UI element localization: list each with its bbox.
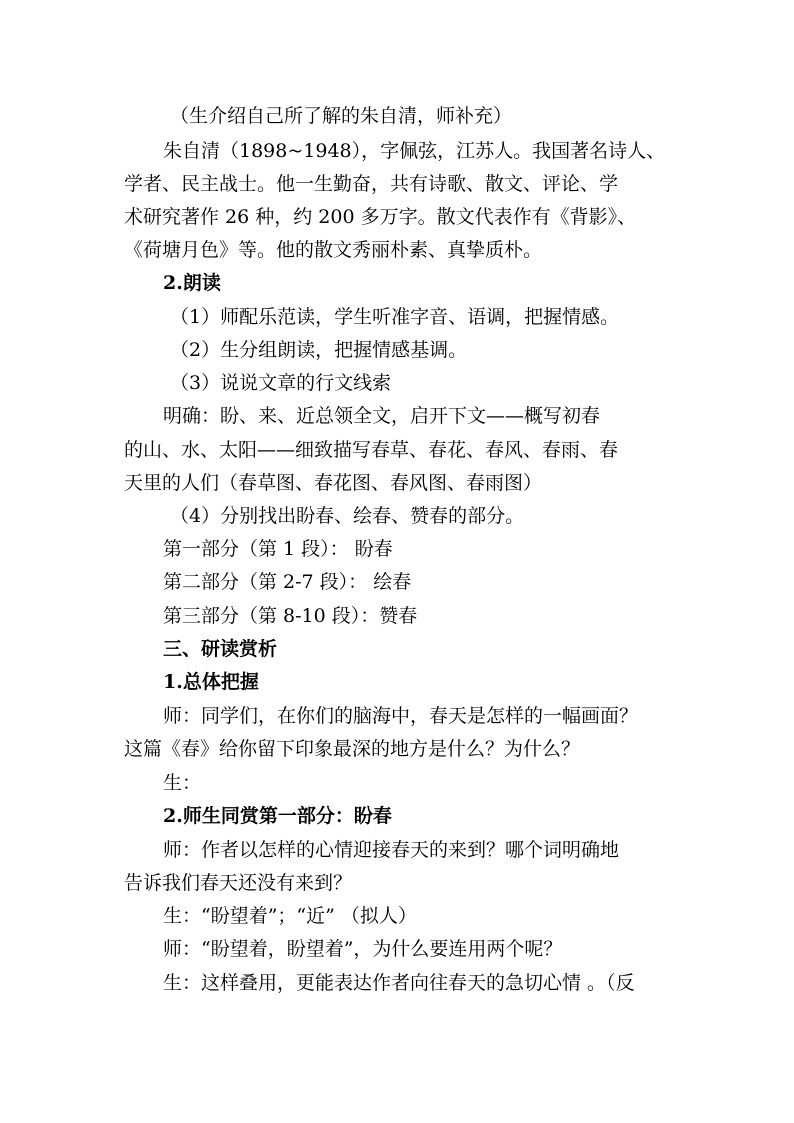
paragraph-line: 《荷塘月色》等。他的散文秀丽朴素、真挚质朴。 — [124, 239, 543, 261]
paragraph-line: 第二部分（第 2-7 段）： 绘春 — [163, 571, 412, 593]
paragraph-line: 师：同学们，在你们的脑海中，春天是怎样的一幅画面？ — [163, 705, 639, 727]
paragraph-line: 师：“盼望着，盼望着”，为什么要连用两个呢？ — [163, 938, 563, 960]
paragraph-line: 第一部分（第 1 段）： 盼春 — [163, 538, 393, 560]
paragraph-line: 生：“盼望着”；“近” （拟人） — [163, 905, 417, 927]
paragraph-line: 朱自清（1898~1948），字佩弦，江苏人。我国著名诗人、 — [163, 140, 666, 162]
section-heading: 1.总体把握 — [163, 671, 259, 693]
paragraph-line: 的山、水、太阳——细致描写春草、春花、春风、春雨、春 — [124, 439, 619, 461]
paragraph-line: 生： — [163, 772, 202, 794]
paragraph-line: 明确：盼、来、近总领全文，启开下文——概写初春 — [163, 405, 601, 427]
paragraph-line: （1）师配乐范读，学生听准字音、语调，把握情感。 — [170, 306, 620, 328]
paragraph-line: （3）说说文章的行文线索 — [170, 372, 392, 394]
section-heading: 2.朗读 — [163, 272, 221, 294]
section-heading: 2.师生同赏第一部分：盼春 — [163, 805, 392, 827]
paragraph-line: （4）分别找出盼春、绘春、赞春的部分。 — [170, 505, 525, 527]
section-heading: 三、研读赏析 — [163, 638, 278, 660]
paragraph-line: 第三部分（第 8-10 段）：赞春 — [163, 605, 418, 627]
paragraph-line: 生：这样叠用，更能表达作者向往春天的急切心情 。（反 — [163, 972, 635, 994]
paragraph-line: （生介绍自己所了解的朱自清，师补充） — [170, 105, 513, 127]
paragraph-line: 告诉我们春天还没有来到？ — [124, 872, 353, 894]
paragraph-line: 这篇《春》给你留下印象最深的地方是什么？为什么？ — [124, 738, 581, 760]
paragraph-line: 学者、民主战士。他一生勤奋，共有诗歌、散文、评论、学 — [124, 173, 619, 195]
paragraph-line: 师：作者以怎样的心情迎接春天的来到？哪个词明确地 — [163, 839, 620, 861]
paragraph-line: 天里的人们（春草图、春花图、春风图、春雨图） — [124, 472, 543, 494]
paragraph-line: 术研究著作 26 种，约 200 多万字。散文代表作有《背影》、 — [124, 206, 637, 228]
paragraph-line: （2）生分组朗读，把握情感基调。 — [170, 339, 468, 361]
